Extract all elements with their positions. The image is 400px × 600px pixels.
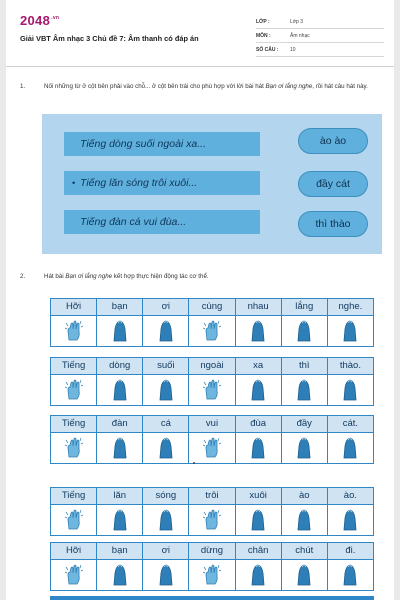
- clap-hands-icon: [189, 505, 234, 535]
- raised-hand-icon: [282, 375, 327, 405]
- song-grid: [50, 487, 374, 536]
- question-number: 2.: [20, 273, 26, 280]
- raised-hand-icon: [143, 433, 188, 463]
- raised-hand-icon: [328, 316, 373, 346]
- clap-hands-icon: [51, 375, 96, 405]
- lyric-word: bạn: [97, 299, 142, 315]
- lyric-word: thì: [282, 358, 327, 374]
- question-number: 1.: [20, 83, 26, 90]
- song-title: Bạn ơi lắng nghe: [265, 83, 313, 90]
- lyric-word: Tiếng: [51, 416, 96, 432]
- meta-value: Lớp 3: [290, 18, 304, 25]
- matching-exercise: [42, 114, 382, 254]
- lyric-word: trôi: [189, 488, 234, 504]
- lyric-word: cát.: [328, 416, 373, 432]
- question-2: [20, 272, 209, 282]
- meta-key: LỚP :: [256, 18, 270, 25]
- logo-suffix: .vn: [51, 15, 60, 21]
- question-text-part: Hát bài: [44, 273, 66, 280]
- header-divider: [6, 66, 394, 67]
- lyric-word: nhau: [236, 299, 281, 315]
- lyric-word: đầy: [282, 416, 327, 432]
- meta-value: Âm nhạc: [290, 32, 310, 39]
- site-logo[interactable]: [20, 13, 59, 28]
- lyric-line: [64, 210, 260, 234]
- question-text-part: kết hợp thực hiện động tác cơ thể.: [112, 273, 209, 280]
- clap-hands-icon: [51, 316, 96, 346]
- raised-hand-icon: [97, 316, 142, 346]
- song-title: Bạn ơi lắng nghe: [65, 273, 113, 280]
- raised-hand-icon: [282, 433, 327, 463]
- meta-table: [256, 15, 384, 57]
- song-grid: [50, 542, 374, 591]
- song-grid: [50, 357, 374, 406]
- raised-hand-icon: [282, 316, 327, 346]
- clap-hands-icon: [189, 433, 234, 463]
- lyric-word: lăn: [97, 488, 142, 504]
- song-grid: [50, 298, 374, 347]
- lyric-line: [64, 132, 260, 156]
- raised-hand-icon: [328, 505, 373, 535]
- lyric-text: Tiếng dòng suối ngoài xa...: [80, 138, 206, 150]
- raised-hand-icon: [143, 560, 188, 590]
- raised-hand-icon: [97, 375, 142, 405]
- question-text-part: , rồi hát câu hát này.: [312, 83, 368, 90]
- raised-hand-icon: [236, 505, 281, 535]
- meta-row-class: [256, 15, 384, 29]
- raised-hand-icon: [236, 433, 281, 463]
- answer-option: đầy cát: [298, 171, 368, 197]
- raised-hand-icon: [328, 433, 373, 463]
- lyric-word: chút: [282, 543, 327, 559]
- question-1: [20, 82, 380, 92]
- lyric-word: xa: [236, 358, 281, 374]
- lyric-word: chân: [236, 543, 281, 559]
- worksheet-page: [6, 0, 394, 600]
- stray-dot: [193, 462, 195, 464]
- lyric-word: đàn: [97, 416, 142, 432]
- clap-hands-icon: [51, 560, 96, 590]
- raised-hand-icon: [97, 505, 142, 535]
- lyric-word: ơi: [143, 543, 188, 559]
- lyric-word: dừng: [189, 543, 234, 559]
- question-text-part: Nối những từ ở cột bên phải vào chỗ... ở cột bên trái cho phù hợp với lời bài hát: [44, 83, 266, 90]
- song-grid: [50, 415, 374, 464]
- lyric-word: Tiếng: [51, 488, 96, 504]
- lyric-word: ào: [282, 488, 327, 504]
- answer-option: ào ào: [298, 128, 368, 154]
- lyric-word: sóng: [143, 488, 188, 504]
- lyric-word: ơi: [143, 299, 188, 315]
- lyric-word: cá: [143, 416, 188, 432]
- logo-text: 2048: [20, 13, 51, 28]
- raised-hand-icon: [282, 560, 327, 590]
- lyric-word: cùng: [189, 299, 234, 315]
- question-text: [44, 82, 374, 92]
- lyric-word: đùa: [236, 416, 281, 432]
- clap-hands-icon: [51, 505, 96, 535]
- lyric-word: Tiếng: [51, 358, 96, 374]
- raised-hand-icon: [328, 560, 373, 590]
- raised-hand-icon: [143, 375, 188, 405]
- lyric-word: thào.: [328, 358, 373, 374]
- lyric-word: đi.: [328, 543, 373, 559]
- clap-hands-icon: [51, 433, 96, 463]
- lyric-word: nghe.: [328, 299, 373, 315]
- page-title: Giải VBT Âm nhạc 3 Chủ đề 7: Âm thanh có đáp án: [20, 34, 199, 43]
- lyric-word: vui: [189, 416, 234, 432]
- lyric-word: Hỡi: [51, 543, 96, 559]
- lyric-word: ào.: [328, 488, 373, 504]
- clap-hands-icon: [189, 560, 234, 590]
- raised-hand-icon: [236, 375, 281, 405]
- clap-hands-icon: [189, 375, 234, 405]
- raised-hand-icon: [328, 375, 373, 405]
- raised-hand-icon: [236, 560, 281, 590]
- lyric-word: suối: [143, 358, 188, 374]
- raised-hand-icon: [282, 505, 327, 535]
- raised-hand-icon: [97, 560, 142, 590]
- meta-value: 10: [290, 46, 296, 53]
- raised-hand-icon: [97, 433, 142, 463]
- meta-key: SỐ CÂU :: [256, 46, 279, 53]
- clap-hands-icon: [189, 316, 234, 346]
- lyric-text: Tiếng đàn cá vui đùa...: [80, 216, 187, 228]
- raised-hand-icon: [236, 316, 281, 346]
- lyric-text: Tiếng lăn sóng trôi xuôi...: [80, 177, 198, 189]
- lyric-word: lắng: [282, 299, 327, 315]
- grid-border-strip: [50, 596, 374, 600]
- lyric-word: Hỡi: [51, 299, 96, 315]
- lyric-word: ngoài: [189, 358, 234, 374]
- meta-key: MÔN :: [256, 32, 271, 39]
- raised-hand-icon: [143, 316, 188, 346]
- meta-row-count: [256, 43, 384, 57]
- lyric-line: [64, 171, 260, 195]
- lyric-word: dòng: [97, 358, 142, 374]
- bullet-icon: •: [72, 178, 76, 188]
- lyric-word: bạn: [97, 543, 142, 559]
- answer-option: thì thào: [298, 211, 368, 237]
- meta-row-subject: [256, 29, 384, 43]
- lyric-word: xuôi: [236, 488, 281, 504]
- raised-hand-icon: [143, 505, 188, 535]
